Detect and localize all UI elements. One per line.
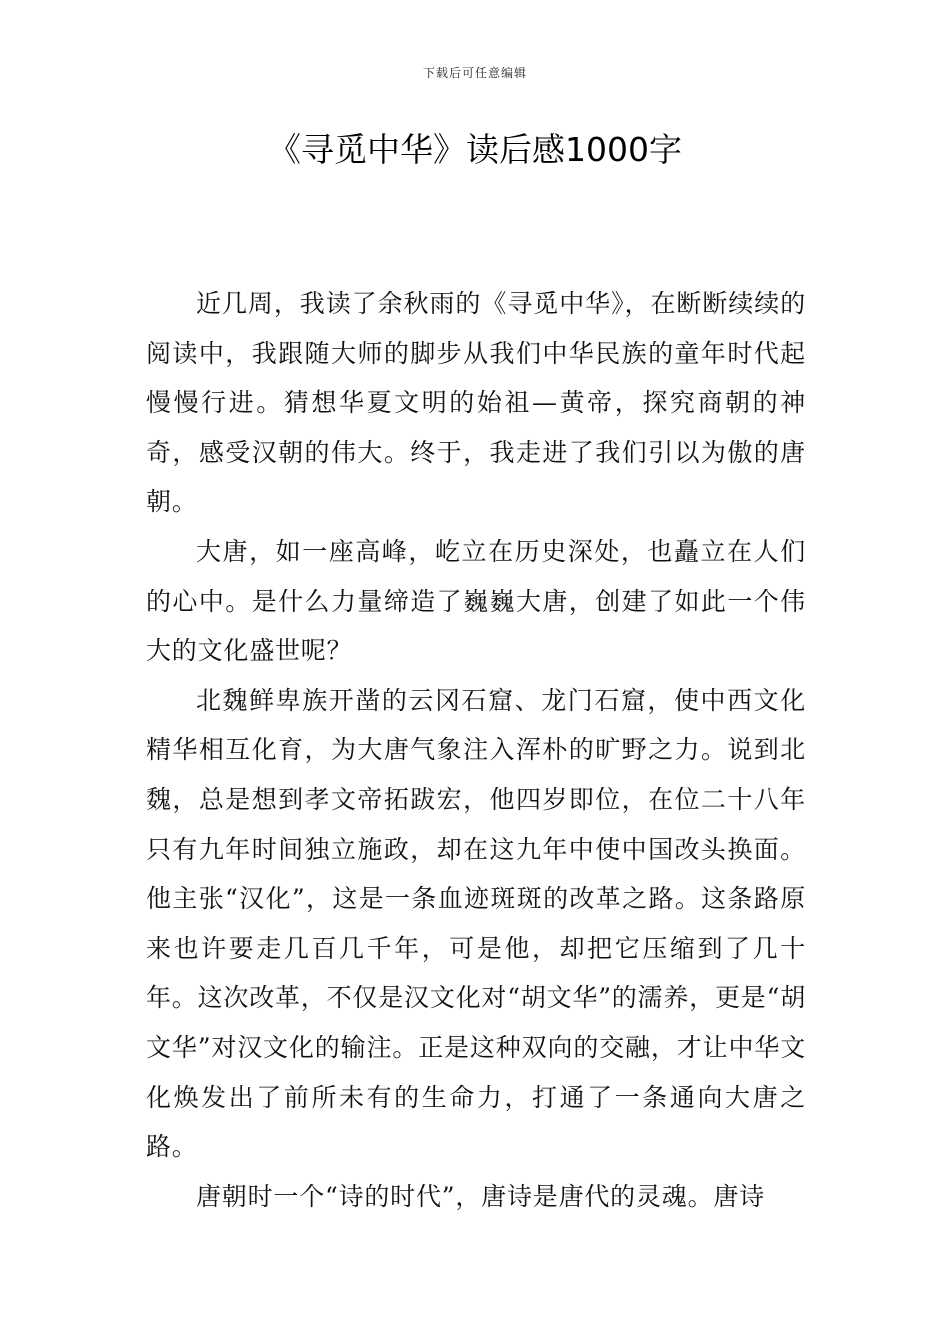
page-header: 下载后可任意编辑 (422, 66, 527, 80)
paragraph: 北魏鲜卑族开凿的云冈石窟、龙门石窟，使中西文化精华相互化育，为大唐气象注入浑朴的旷野之力。说到北魏，总是想到孝文帝拓跋宏，他四岁即位，在位二十八年只有九年时间独立施政，却在这九年中使中国改头换面。他主张“汉化”，这是一条血迹斑斑的改革之路。这条路原来也许要走几百几千年，可是他，却把它压缩到了几十年。这次改革，不仅是汉文化对“胡文华”的濡养，更是“胡文华”对汉文化的输注。正是这种双向的交融，才让中华文化焕发出了前所未有的生命力，打通了一条通向大唐之路。 (146, 685, 806, 1162)
paragraph: 唐朝时一个“诗的时代”，唐诗是唐代的灵魂。唐诗 (196, 1181, 765, 1211)
paragraph: 大唐，如一座高峰，屹立在历史深处，也矗立在人们的心中。是什么力量缔造了巍巍大唐，创建了如此一个伟大的文化盛世呢？ (146, 536, 806, 666)
paragraph: 近几周，我读了余秋雨的《寻觅中华》，在断断续续的阅读中，我跟随大师的脚步从我们中华民族的童年时代起慢慢行进。猜想华夏文明的始祖—黄帝，探究商朝的神奇，感受汉朝的伟大。终于，我走进了我们引以为傲的唐朝。 (146, 289, 806, 517)
document-body (146, 279, 806, 1221)
document-title: 《寻觅中华》读后感1000字 (268, 130, 682, 169)
